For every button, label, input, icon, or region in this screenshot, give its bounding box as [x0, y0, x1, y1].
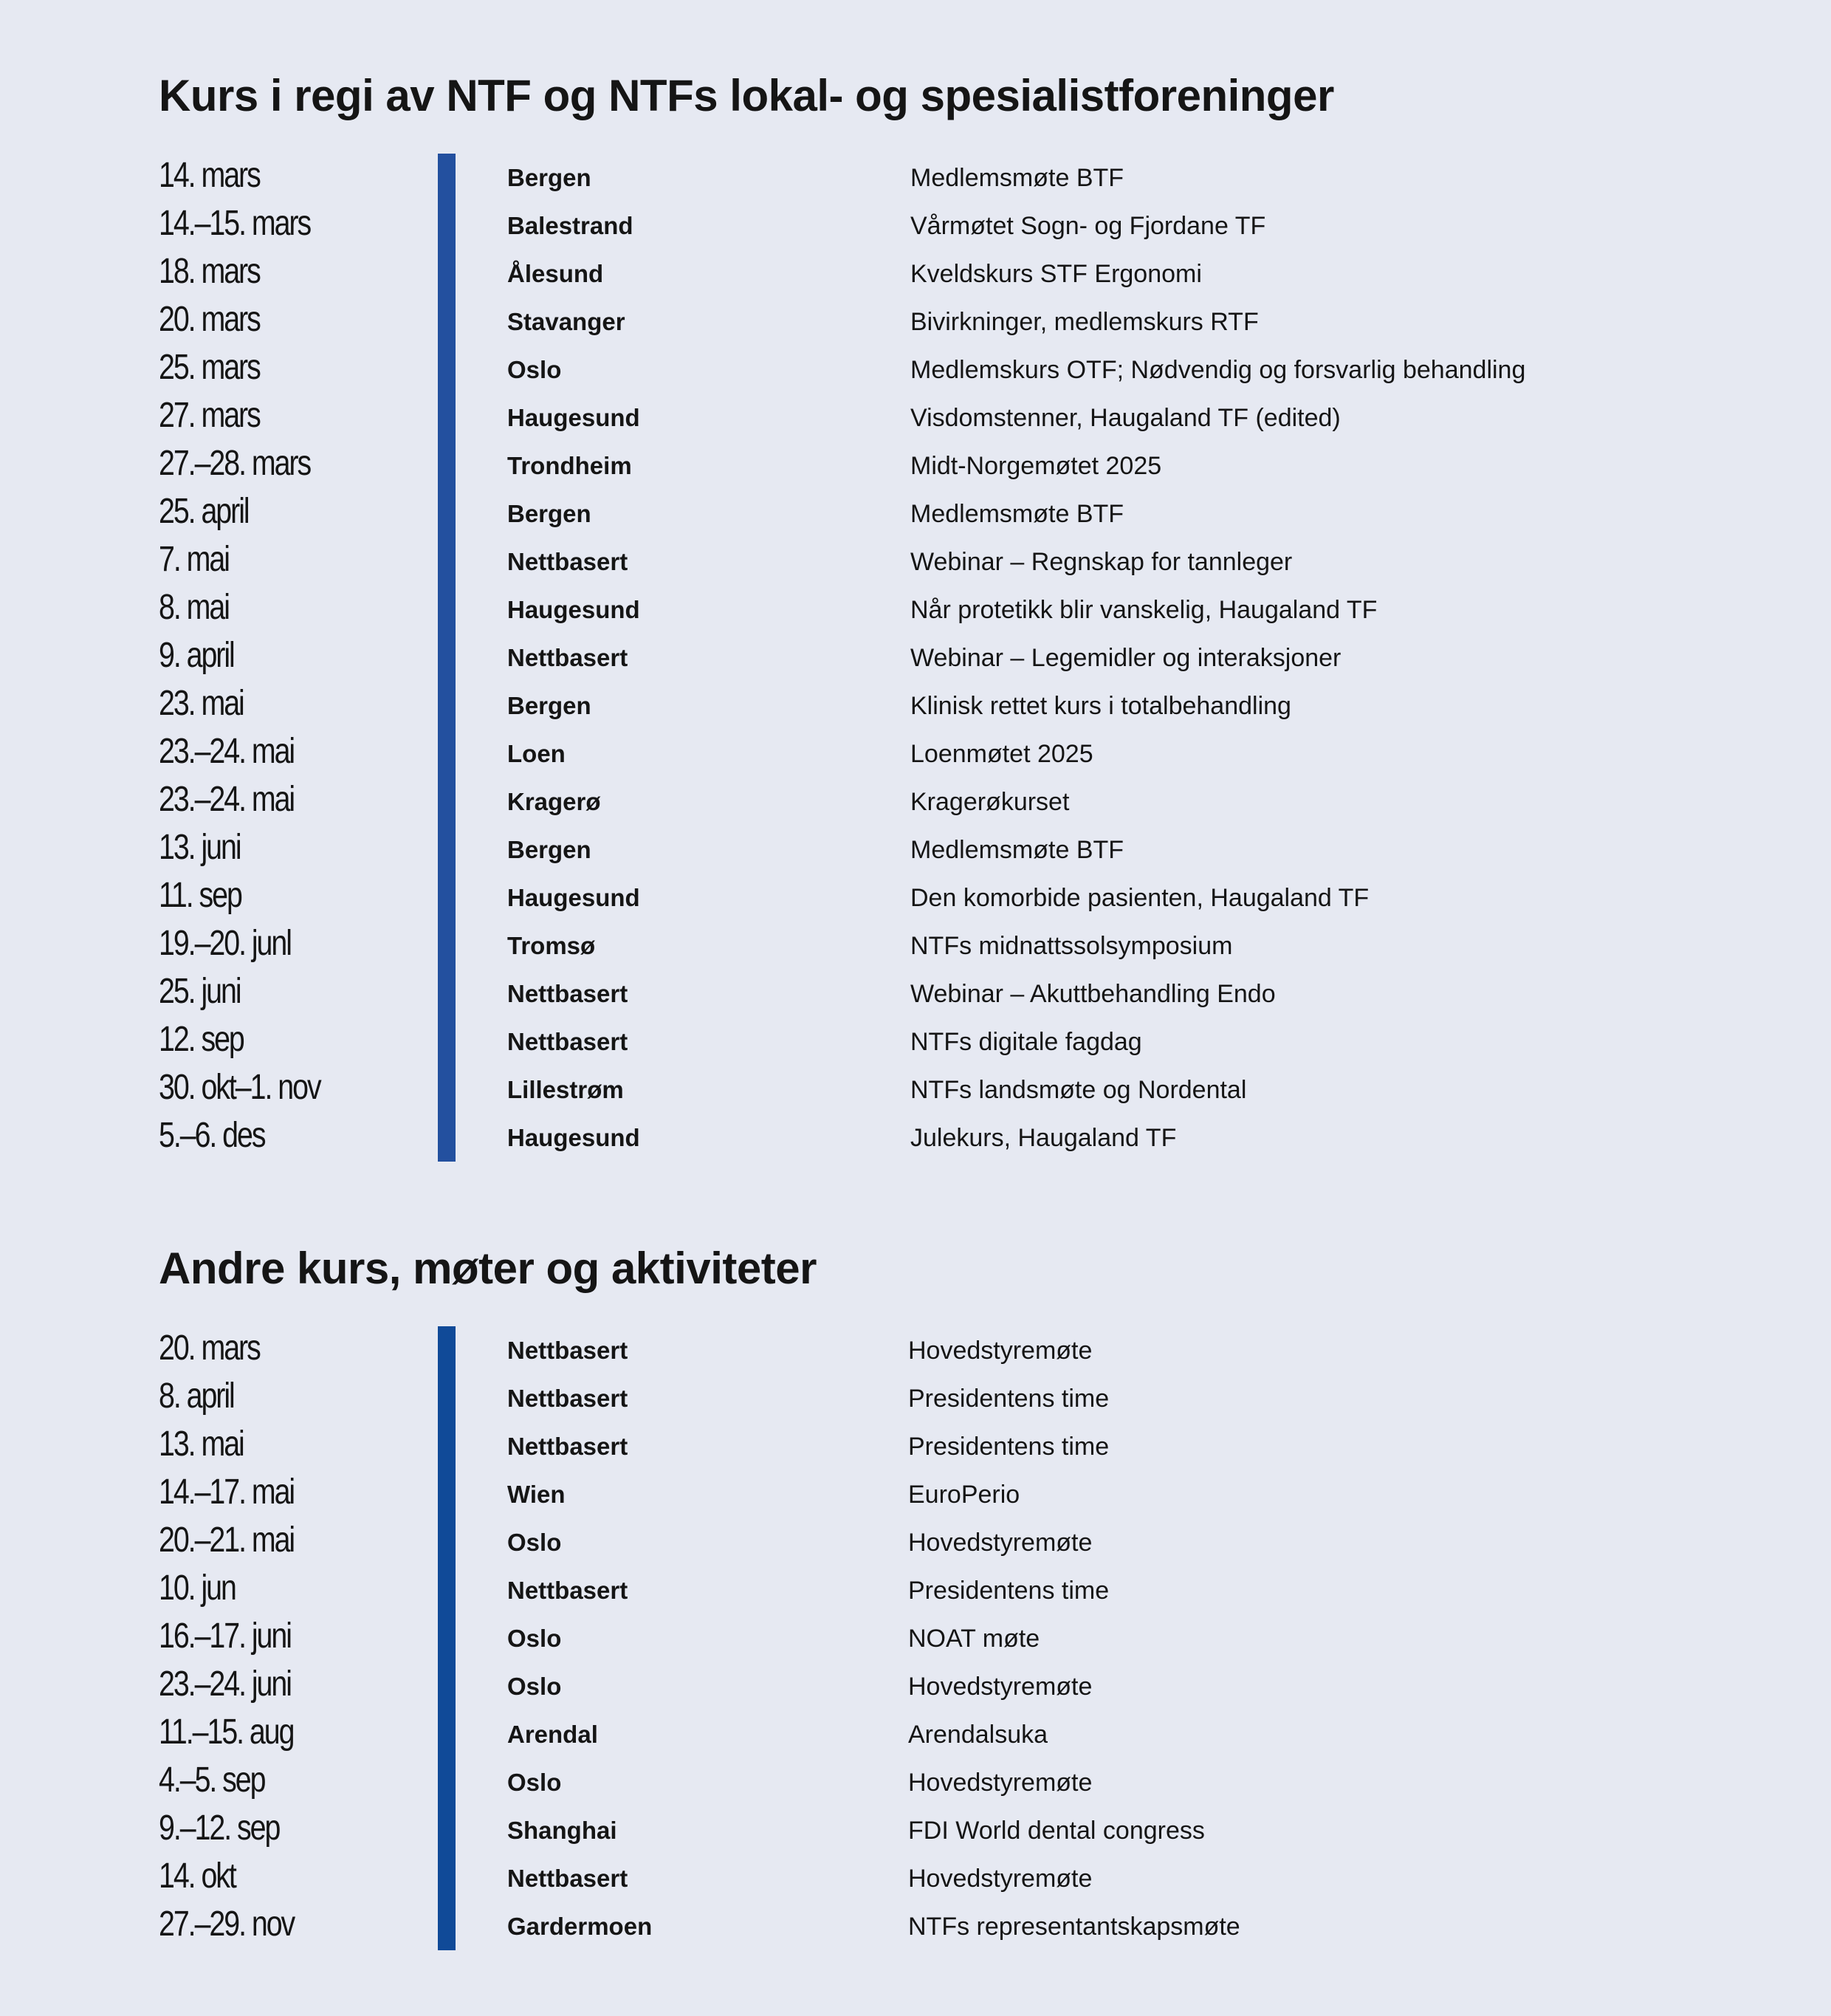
section-title: Kurs i regi av NTF og NTFs lokal- og spesialistforeninger — [159, 71, 1334, 120]
row-event: Medlemsmøte BTF — [910, 836, 1124, 864]
table-row — [159, 874, 1370, 922]
row-location: Arendal — [507, 1721, 598, 1748]
table-row — [159, 1854, 1093, 1902]
table-row — [159, 634, 1342, 682]
row-location: Oslo — [507, 1625, 562, 1652]
row-date: 16.–17. juni — [159, 1616, 291, 1656]
row-location: Stavanger — [507, 308, 625, 335]
row-date: 25. juni — [159, 972, 241, 1011]
row-location: Trondheim — [507, 452, 632, 479]
row-event: Hovedstyremøte — [908, 1865, 1093, 1893]
row-location: Wien — [507, 1481, 566, 1508]
row-date: 14.–15. mars — [159, 204, 311, 243]
row-location: Nettbasert — [507, 980, 628, 1007]
activity-list — [159, 1326, 1240, 1950]
row-location: Nettbasert — [507, 1337, 628, 1364]
row-date: 27. mars — [159, 396, 260, 435]
row-event: EuroPerio — [908, 1481, 1020, 1509]
row-location: Nettbasert — [507, 644, 628, 671]
table-row — [159, 586, 1378, 634]
row-date: 20. mars — [159, 300, 260, 339]
table-row — [159, 202, 1334, 250]
row-location: Bergen — [507, 500, 591, 527]
row-event: NTFs representantskapsmøte — [908, 1913, 1240, 1941]
row-event: Arendalsuka — [908, 1721, 1048, 1749]
row-event: Presidentens time — [908, 1385, 1110, 1413]
table-row — [159, 298, 1334, 346]
row-location: Bergen — [507, 164, 591, 191]
row-event: NOAT møte — [908, 1625, 1040, 1653]
row-location: Bergen — [507, 836, 591, 863]
row-date: 25. april — [159, 492, 249, 531]
row-event: Hovedstyremøte — [908, 1529, 1093, 1557]
row-event: Webinar – Legemidler og interaksjoner — [910, 644, 1342, 672]
row-date: 12. sep — [159, 1020, 244, 1059]
row-location: Oslo — [507, 356, 562, 383]
row-location: Gardermoen — [507, 1913, 653, 1940]
row-event: Hovedstyremøte — [908, 1769, 1093, 1797]
table-row — [159, 394, 1341, 442]
row-event: Hovedstyremøte — [908, 1673, 1093, 1701]
row-location: Nettbasert — [507, 1028, 628, 1055]
section-ntf-courses — [159, 71, 1526, 1162]
row-event: Hovedstyremøte — [908, 1337, 1093, 1365]
row-event: Bivirkninger, medlemskurs RTF — [910, 308, 1259, 336]
row-date: 20.–21. mai — [159, 1520, 295, 1560]
row-date: 23.–24. mai — [159, 780, 295, 819]
row-location: Nettbasert — [507, 1433, 628, 1460]
table-row — [159, 1806, 1205, 1854]
row-location: Haugesund — [507, 404, 640, 431]
table-row — [159, 1662, 1093, 1710]
table-row — [159, 730, 1334, 778]
row-date: 9. april — [159, 636, 234, 675]
row-location: Oslo — [507, 1769, 562, 1796]
row-location: Shanghai — [507, 1817, 617, 1844]
table-row — [159, 1758, 1093, 1806]
table-row — [159, 778, 1334, 826]
row-event: Medlemskurs OTF; Nødvendig og forsvarlig behandling — [910, 356, 1526, 384]
row-date: 8. mai — [159, 588, 229, 627]
row-date: 7. mai — [159, 540, 229, 579]
row-location: Haugesund — [507, 596, 640, 623]
row-location: Ålesund — [507, 260, 604, 287]
row-date: 23.–24. mai — [159, 732, 295, 771]
row-event: Webinar – Akuttbehandling Endo — [910, 980, 1276, 1008]
row-event: NTFs digitale fagdag — [910, 1028, 1142, 1056]
table-row — [159, 538, 1334, 586]
row-date: 27.–28. mars — [159, 444, 311, 483]
row-location: Nettbasert — [507, 1865, 628, 1892]
table-row — [159, 1114, 1334, 1162]
row-location: Kragerø — [507, 788, 601, 815]
table-row — [159, 1326, 1093, 1374]
row-date: 25. mars — [159, 348, 260, 387]
row-event: Presidentens time — [908, 1577, 1110, 1605]
row-location: Nettbasert — [507, 1385, 628, 1412]
row-location: Oslo — [507, 1529, 562, 1556]
table-row — [159, 1710, 1048, 1758]
row-date: 23. mai — [159, 684, 244, 723]
row-date: 11. sep — [159, 876, 241, 915]
row-date: 18. mars — [159, 252, 260, 291]
row-date: 4.–5. sep — [159, 1760, 265, 1800]
row-date: 13. juni — [159, 828, 241, 867]
row-location: Tromsø — [507, 932, 596, 959]
course-list — [159, 154, 1526, 1162]
row-date: 5.–6. des — [159, 1116, 265, 1155]
row-event: Visdomstenner, Haugaland TF (edited) — [910, 404, 1341, 432]
table-row — [159, 1566, 1110, 1614]
table-row — [159, 1902, 1240, 1950]
row-event: NTFs landsmøte og Nordental — [910, 1076, 1247, 1104]
table-row — [159, 682, 1334, 730]
row-date: 14.–17. mai — [159, 1472, 295, 1512]
row-date: 14. mars — [159, 156, 260, 195]
row-event: Kveldskurs STF Ergonomi — [910, 260, 1202, 288]
row-event: Julekurs, Haugaland TF — [910, 1124, 1177, 1152]
table-row — [159, 1066, 1334, 1114]
row-event: Midt-Norgemøtet 2025 — [910, 452, 1162, 480]
table-row — [159, 154, 1334, 202]
table-row — [159, 1422, 1110, 1470]
row-event: Klinisk rettet kurs i totalbehandling — [910, 692, 1291, 720]
row-location: Nettbasert — [507, 548, 628, 575]
table-row — [159, 442, 1334, 490]
row-date: 11.–15. aug — [159, 1712, 294, 1752]
row-date: 27.–29. nov — [159, 1904, 295, 1944]
row-event: Presidentens time — [908, 1433, 1110, 1461]
table-row — [159, 250, 1334, 298]
table-row — [159, 490, 1334, 538]
row-date: 30. okt–1. nov — [159, 1068, 320, 1107]
table-row — [159, 1614, 1040, 1662]
table-row — [159, 1518, 1093, 1566]
table-row — [159, 922, 1334, 970]
row-event: Kragerøkurset — [910, 788, 1070, 816]
row-event: Medlemsmøte BTF — [910, 164, 1124, 192]
row-date: 8. april — [159, 1376, 234, 1416]
row-location: Loen — [507, 740, 566, 767]
row-location: Nettbasert — [507, 1577, 628, 1604]
row-date: 10. jun — [159, 1568, 236, 1608]
row-event: Vårmøtet Sogn- og Fjordane TF — [910, 212, 1266, 240]
row-event: Webinar – Regnskap for tannleger — [910, 548, 1293, 576]
row-event: Den komorbide pasienten, Haugaland TF — [910, 884, 1370, 912]
row-location: Oslo — [507, 1673, 562, 1700]
row-location: Lillestrøm — [507, 1076, 624, 1103]
row-event: FDI World dental congress — [908, 1817, 1205, 1845]
row-date: 9.–12. sep — [159, 1808, 280, 1848]
table-row — [159, 346, 1526, 394]
row-location: Balestrand — [507, 212, 633, 239]
section-title: Andre kurs, møter og aktiviteter — [159, 1244, 817, 1293]
table-row — [159, 826, 1334, 874]
table-row — [159, 1018, 1334, 1066]
row-location: Haugesund — [507, 1124, 640, 1151]
table-row — [159, 1470, 1020, 1518]
row-date: 20. mars — [159, 1328, 260, 1368]
row-location: Bergen — [507, 692, 591, 719]
table-row — [159, 970, 1334, 1018]
row-event: Når protetikk blir vanskelig, Haugaland TF — [910, 596, 1378, 624]
row-date: 13. mai — [159, 1424, 244, 1464]
row-event: NTFs midnattssolsymposium — [910, 932, 1233, 960]
row-date: 19.–20. junl — [159, 924, 291, 963]
section-other-activities — [159, 1244, 1240, 1950]
row-event: Loenmøtet 2025 — [910, 740, 1093, 768]
row-date: 23.–24. juni — [159, 1664, 291, 1704]
table-row — [159, 1374, 1110, 1422]
row-event: Medlemsmøte BTF — [910, 500, 1124, 528]
row-location: Haugesund — [507, 884, 640, 911]
row-date: 14. okt — [159, 1856, 236, 1896]
